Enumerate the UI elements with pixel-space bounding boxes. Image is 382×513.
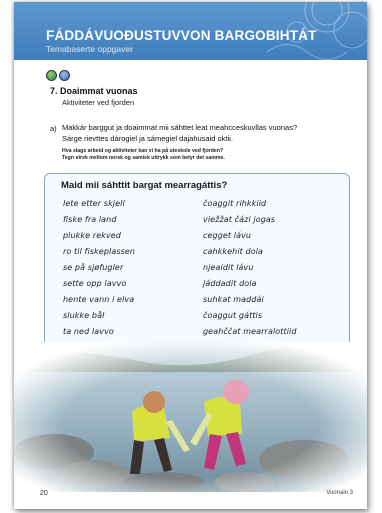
norwegian-phrase[interactable]: sette opp lavvo	[63, 279, 127, 288]
book-subtitle: Temabaserte oppgaver	[46, 44, 133, 54]
children-at-shore-photo	[14, 342, 367, 492]
sami-phrase[interactable]: suhkat maddái	[203, 295, 264, 304]
matching-row	[45, 279, 349, 291]
norwegian-phrase[interactable]: slukke bål	[63, 311, 105, 320]
norwegian-phrase[interactable]: fiske fra land	[63, 215, 117, 224]
norwegian-phrase[interactable]: hente vann i elva	[63, 295, 135, 304]
sami-phrase[interactable]: geahččat mearralottiid	[203, 327, 297, 336]
matching-row	[45, 263, 349, 275]
matching-row	[45, 247, 349, 259]
header-banner	[14, 2, 367, 60]
matching-row	[45, 199, 349, 211]
blue-level-icon	[59, 70, 70, 81]
book-name: Vuonain 3	[326, 490, 353, 496]
norwegian-phrase[interactable]: lete etter skjell	[63, 199, 125, 208]
sami-phrase[interactable]: čoaggut gáttis	[203, 311, 263, 320]
matching-exercise-box	[44, 173, 350, 361]
question-note-1: Hva slags arbeid og aktiviteter kan vi ha på uteskole ved fjorden?	[62, 148, 224, 154]
matching-row	[45, 295, 349, 307]
matching-row	[45, 327, 349, 339]
question-text: Makkár barggut ja doaimmat mii sáhttet leat meahcceskuvllas vuonas?	[62, 123, 298, 132]
sami-phrase[interactable]: cahkkehit dola	[203, 247, 264, 256]
exercise-title: Maid mii sáhttit bargat mearragáttis?	[61, 180, 228, 191]
green-level-icon	[46, 70, 57, 81]
sami-phrase[interactable]: viežžat čázi jogas	[203, 215, 276, 224]
question-instruction: Sárge rievttes dárogiel ja sámegiel dajahusaid oktii.	[62, 134, 233, 143]
norwegian-phrase[interactable]: ta ned lavvo	[63, 327, 114, 336]
page-number: 20	[40, 490, 48, 497]
chapter-subtitle: Aktiviteter ved fjorden	[62, 98, 135, 107]
norwegian-phrase[interactable]: se på sjøfugler	[63, 263, 124, 272]
norwegian-phrase[interactable]: plukke rekved	[63, 231, 121, 240]
matching-row	[45, 311, 349, 323]
chapter-title: 7. Doaimmat vuonas	[50, 86, 138, 96]
sami-phrase[interactable]: cegget lávu	[203, 231, 252, 240]
question-note-2: Tegn strek mellom norsk og samisk uttrykk som betyr det samme.	[62, 155, 225, 161]
workbook-page	[14, 2, 367, 509]
matching-row	[45, 231, 349, 243]
book-title: FÁDDÁVUOĐUSTUVVON BARGOBIHTÁT	[46, 28, 317, 43]
matching-row	[45, 215, 349, 227]
question-letter: a)	[50, 124, 57, 133]
sami-phrase[interactable]: jáddadit dola	[203, 279, 257, 288]
sami-phrase[interactable]: njeaidit lávu	[203, 263, 254, 272]
norwegian-phrase[interactable]: ro til fiskeplassen	[63, 247, 136, 256]
sami-phrase[interactable]: čoaggit rihkkiid	[203, 199, 267, 208]
